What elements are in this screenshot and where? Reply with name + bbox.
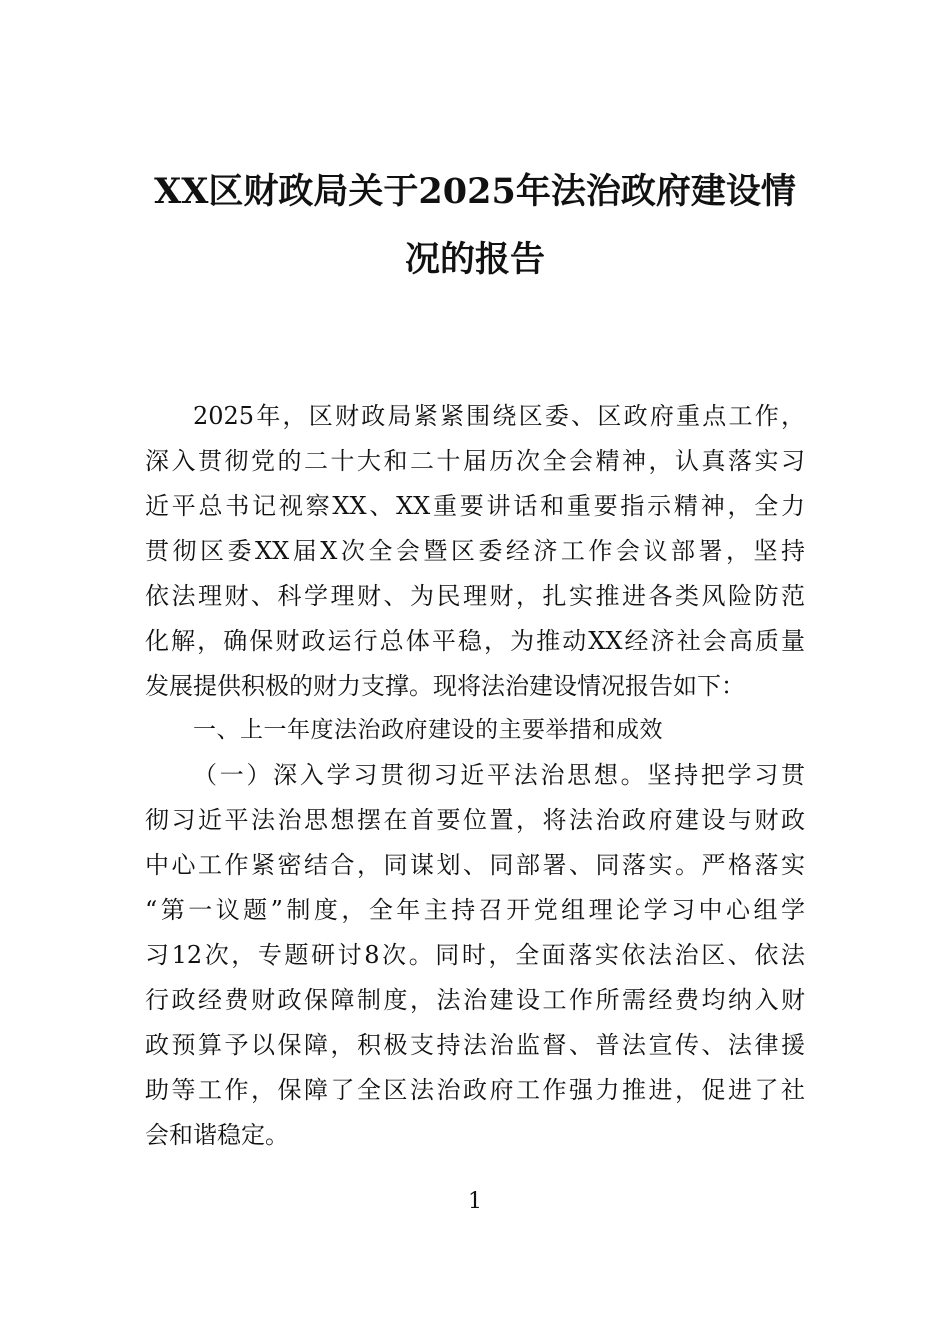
document-title-line-1: XX区财政局关于2025年法治政府建设情	[154, 171, 796, 212]
paragraph-line: 依法理财、科学理财、为民理财，扎实推进各类风险防范	[145, 582, 805, 610]
paragraph-line: 化解，确保财政运行总体平稳，为推动XX经济社会高质量	[145, 627, 805, 655]
paragraph-line: 中心工作紧密结合，同谋划、同部署、同落实。严格落实	[145, 851, 805, 879]
section-heading: 一、上一年度法治政府建设的主要举措和成效	[193, 717, 663, 743]
page-number: 1	[468, 1189, 482, 1214]
paragraph-line: 深入贯彻党的二十大和二十届历次全会精神，认真落实习	[145, 447, 805, 475]
paragraph-line: 习12次，专题研讨8次。同时，全面落实依法治区、依法	[145, 941, 805, 969]
paragraph-line: 行政经费财政保障制度，法治建设工作所需经费均纳入财	[145, 986, 805, 1014]
paragraph-line: 会和谐稳定。	[145, 1121, 289, 1149]
paragraph-line: 发展提供积极的财力支撑。现将法治建设情况报告如下：	[145, 672, 745, 700]
paragraph-line: 助等工作，保障了全区法治政府工作强力推进，促进了社	[145, 1076, 805, 1104]
paragraph-line: （一）深入学习贯彻习近平法治思想。坚持把学习贯	[193, 761, 805, 789]
paragraph-line: 彻习近平法治思想摆在首要位置，将法治政府建设与财政	[145, 806, 805, 834]
paragraph-line: 近平总书记视察XX、XX重要讲话和重要指示精神，全力	[145, 492, 805, 520]
paragraph-line: 政预算予以保障，积极支持法治监督、普法宣传、法律援	[145, 1031, 805, 1059]
paragraph-line: 贯彻区委XX届X次全会暨区委经济工作会议部署，坚持	[145, 537, 805, 565]
paragraph-line: “第一议题”制度，全年主持召开党组理论学习中心组学	[145, 896, 805, 924]
document-title-line-2: 况的报告	[404, 239, 545, 280]
paragraph-line: 2025年，区财政局紧紧围绕区委、区政府重点工作，	[193, 402, 805, 430]
